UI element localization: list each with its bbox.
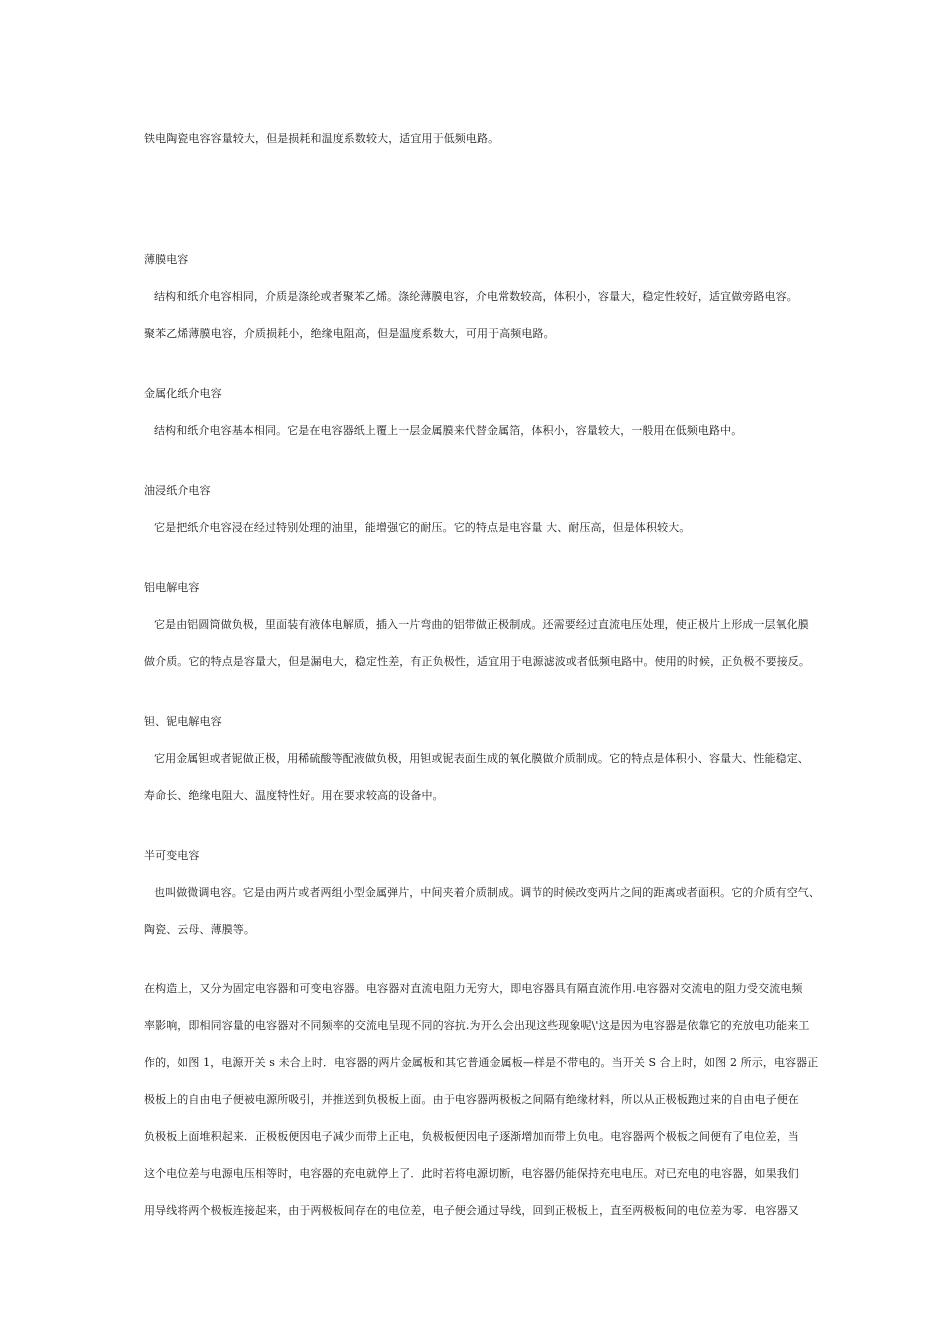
section-heading-semi-variable-capacitor: 半可变电容 <box>144 849 200 862</box>
paragraph-line: 做介质。它的特点是容量大，但是漏电大，稳定性差，有正负极性，适宜用于电源滤波或者低频电路中。使用的时候，正负极不要接反。 <box>144 655 810 668</box>
section-heading-aluminum-electrolytic-capacitor: 铝电解电容 <box>144 581 200 594</box>
paragraph-line: 结构和纸介电容基本相同。它是在电容器纸上覆上一层金属膜来代替金属箔，体积小，容量较大，一般用在低频电路中。 <box>154 424 743 437</box>
paragraph-line: 负极板上面堆积起来．正极板便因电子减少而带上正电，负极板便因电子逐渐增加而带上负电。电容器两个极板之间便有了电位差，当 <box>144 1130 799 1143</box>
paragraph-line: 率影响，即相同容量的电容器对不同频率的交流电呈现不同的容抗.为开么会出现这些现象呢\'这是因为电容器是依靠它的充放电功能来工 <box>144 1019 810 1032</box>
section-heading-oil-paper-capacitor: 油浸纸介电容 <box>144 484 211 497</box>
paragraph-line: 用导线将两个极板连接起来，由于两极板间存在的电位差，电子便会通过导线，回到正极板上，直至两极板间的电位差为零．电容器又 <box>144 1204 799 1217</box>
section-heading-metallized-paper-capacitor: 金属化纸介电容 <box>144 387 222 400</box>
intro-line: 铁电陶瓷电容容量较大，但是损耗和温度系数较大，适宜用于低频电路。 <box>144 132 500 145</box>
paragraph-line: 结构和纸介电容相同，介质是涤纶或者聚苯乙烯。涤纶薄膜电容，介电常数较高，体积小，容量大，稳定性较好，适宜做旁路电容。 <box>154 290 798 303</box>
paragraph-line: 也叫做微调电容。它是由两片或者两组小型金属弹片，中间夹着介质制成。调节的时候改变两片之间的距离或者面积。它的介质有空气、 <box>154 886 820 899</box>
section-heading-tantalum-niobium-capacitor: 钽、铌电解电容 <box>144 715 222 728</box>
paragraph-line: 这个电位差与电源电压相等时，电容器的充电就停上了．此时若将电源切断，电容器仍能保持充电电压。对已充电的电容器，如果我们 <box>144 1167 799 1180</box>
paragraph-line: 极板上的自由电子便被电源所吸引，并推送到负极板上面。由于电容器两极板之间隔有绝缘材料，所以从正极板跑过来的自由电子便在 <box>144 1093 799 1106</box>
paragraph-line: 寿命长、绝缘电阻大、温度特性好。用在要求较高的设备中。 <box>144 789 444 802</box>
paragraph-line: 陶瓷、云母、薄膜等。 <box>144 923 255 936</box>
paragraph-line: 聚苯乙烯薄膜电容，介质损耗小，绝缘电阻高，但是温度系数大，可用于高频电路。 <box>144 327 555 340</box>
paragraph-line: 它是把纸介电容浸在经过特别处理的油里，能增强它的耐压。它的特点是电容量 大、耐压高，但是体积较大。 <box>154 521 691 534</box>
section-heading-film-capacitor: 薄膜电容 <box>144 253 189 266</box>
paragraph-line: 在构造上，又分为固定电容器和可变电容器。电容器对直流电阻力无穷大，即电容器具有隔直流作用.电容器对交流电的阻力受交流电频 <box>144 982 803 995</box>
paragraph-line: 作的，如图 1，电源开关 s 未合上时．电容器的两片金属板和其它普通金属板—样是不带电的。当开关 S 合上时，如图 2 所示，电容器正 <box>144 1056 819 1069</box>
paragraph-line: 它用金属钽或者铌做正极，用稀硫酸等配液做负极，用钽或铌表面生成的氧化膜做介质制成。它的特点是体积小、容量大、性能稳定、 <box>154 752 809 765</box>
paragraph-line: 它是由铝圆筒做负极，里面装有液体电解质，插入一片弯曲的铝带做正极制成。还需要经过直流电压处理，使正极片上形成一层氧化膜 <box>154 618 809 631</box>
